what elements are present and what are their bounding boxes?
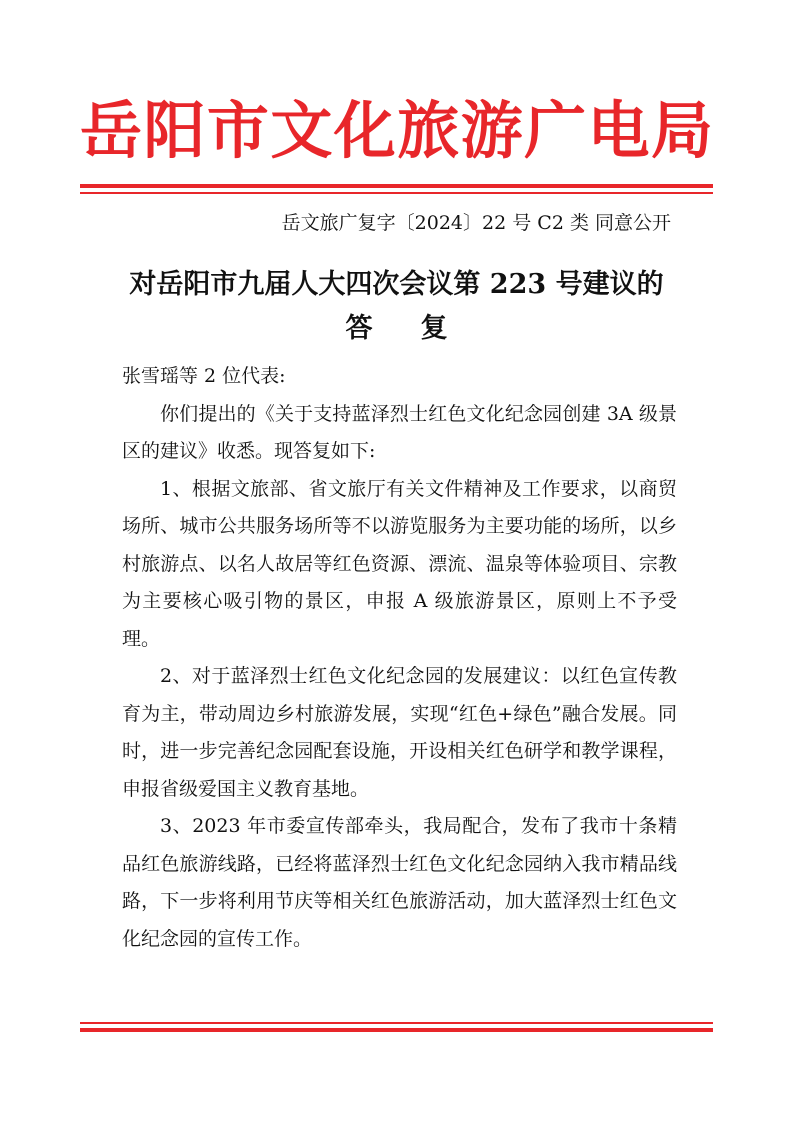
footer-rule-thick <box>80 1028 713 1032</box>
masthead-char: 岳 <box>80 94 143 167</box>
paragraph: 你们提出的《关于支持蓝泽烈士红色文化纪念园创建 3A 级景区的建议》收悉。现答复如下: <box>122 402 677 462</box>
masthead-char: 局 <box>650 94 713 167</box>
header-rule-thick <box>80 184 713 188</box>
masthead-char: 市 <box>206 94 269 167</box>
salutation: 张雪瑶等 2 位代表: <box>122 365 286 387</box>
document-title-line2: 答复 <box>345 313 496 344</box>
masthead <box>80 86 713 176</box>
masthead-char: 文 <box>270 94 333 167</box>
masthead-char: 阳 <box>143 94 206 167</box>
document-title-line1: 对岳阳市九届人大四次会议第 223 号建议的 <box>129 269 664 300</box>
masthead-char: 化 <box>333 94 396 167</box>
paragraph: 1、根据文旅部、省文旅厅有关文件精神及工作要求，以商贸场所、城市公共服务场所等不以游览服务为主要功能的场所，以乡村旅游点、以名人故居等红色资源、漂流、温泉等体验项目、宗教为主要核心吸引物的景区，申报 A 级旅游景区，原则上不予受理。 <box>122 477 677 650</box>
paragraph: 3、2023 年市委宣传部牵头，我局配合，发布了我市十条精品红色旅游线路，已经将蓝泽烈士红色文化纪念园纳入我市精品线路，下一步将利用节庆等相关红色旅游活动，加大蓝泽烈士红色文化纪念园的宣传工作。 <box>122 815 677 950</box>
masthead-char: 广 <box>524 94 587 167</box>
header-rule-thin <box>80 192 713 194</box>
masthead-char: 游 <box>460 94 523 167</box>
masthead-char: 旅 <box>397 94 460 167</box>
document-number: 岳文旅广复字〔2024〕22 号 C2 类 同意公开 <box>281 212 671 234</box>
footer-rule-thin <box>80 1022 713 1024</box>
masthead-char: 电 <box>587 94 650 167</box>
paragraph: 2、对于蓝泽烈士红色文化纪念园的发展建议：以红色宣传教育为主，带动周边乡村旅游发展，实现“红色+绿色”融合发展。同时，进一步完善纪念园配套设施，开设相关红色研学和教学课程，申报省级爱国主义教育基地。 <box>122 665 677 800</box>
document-body <box>122 358 677 958</box>
